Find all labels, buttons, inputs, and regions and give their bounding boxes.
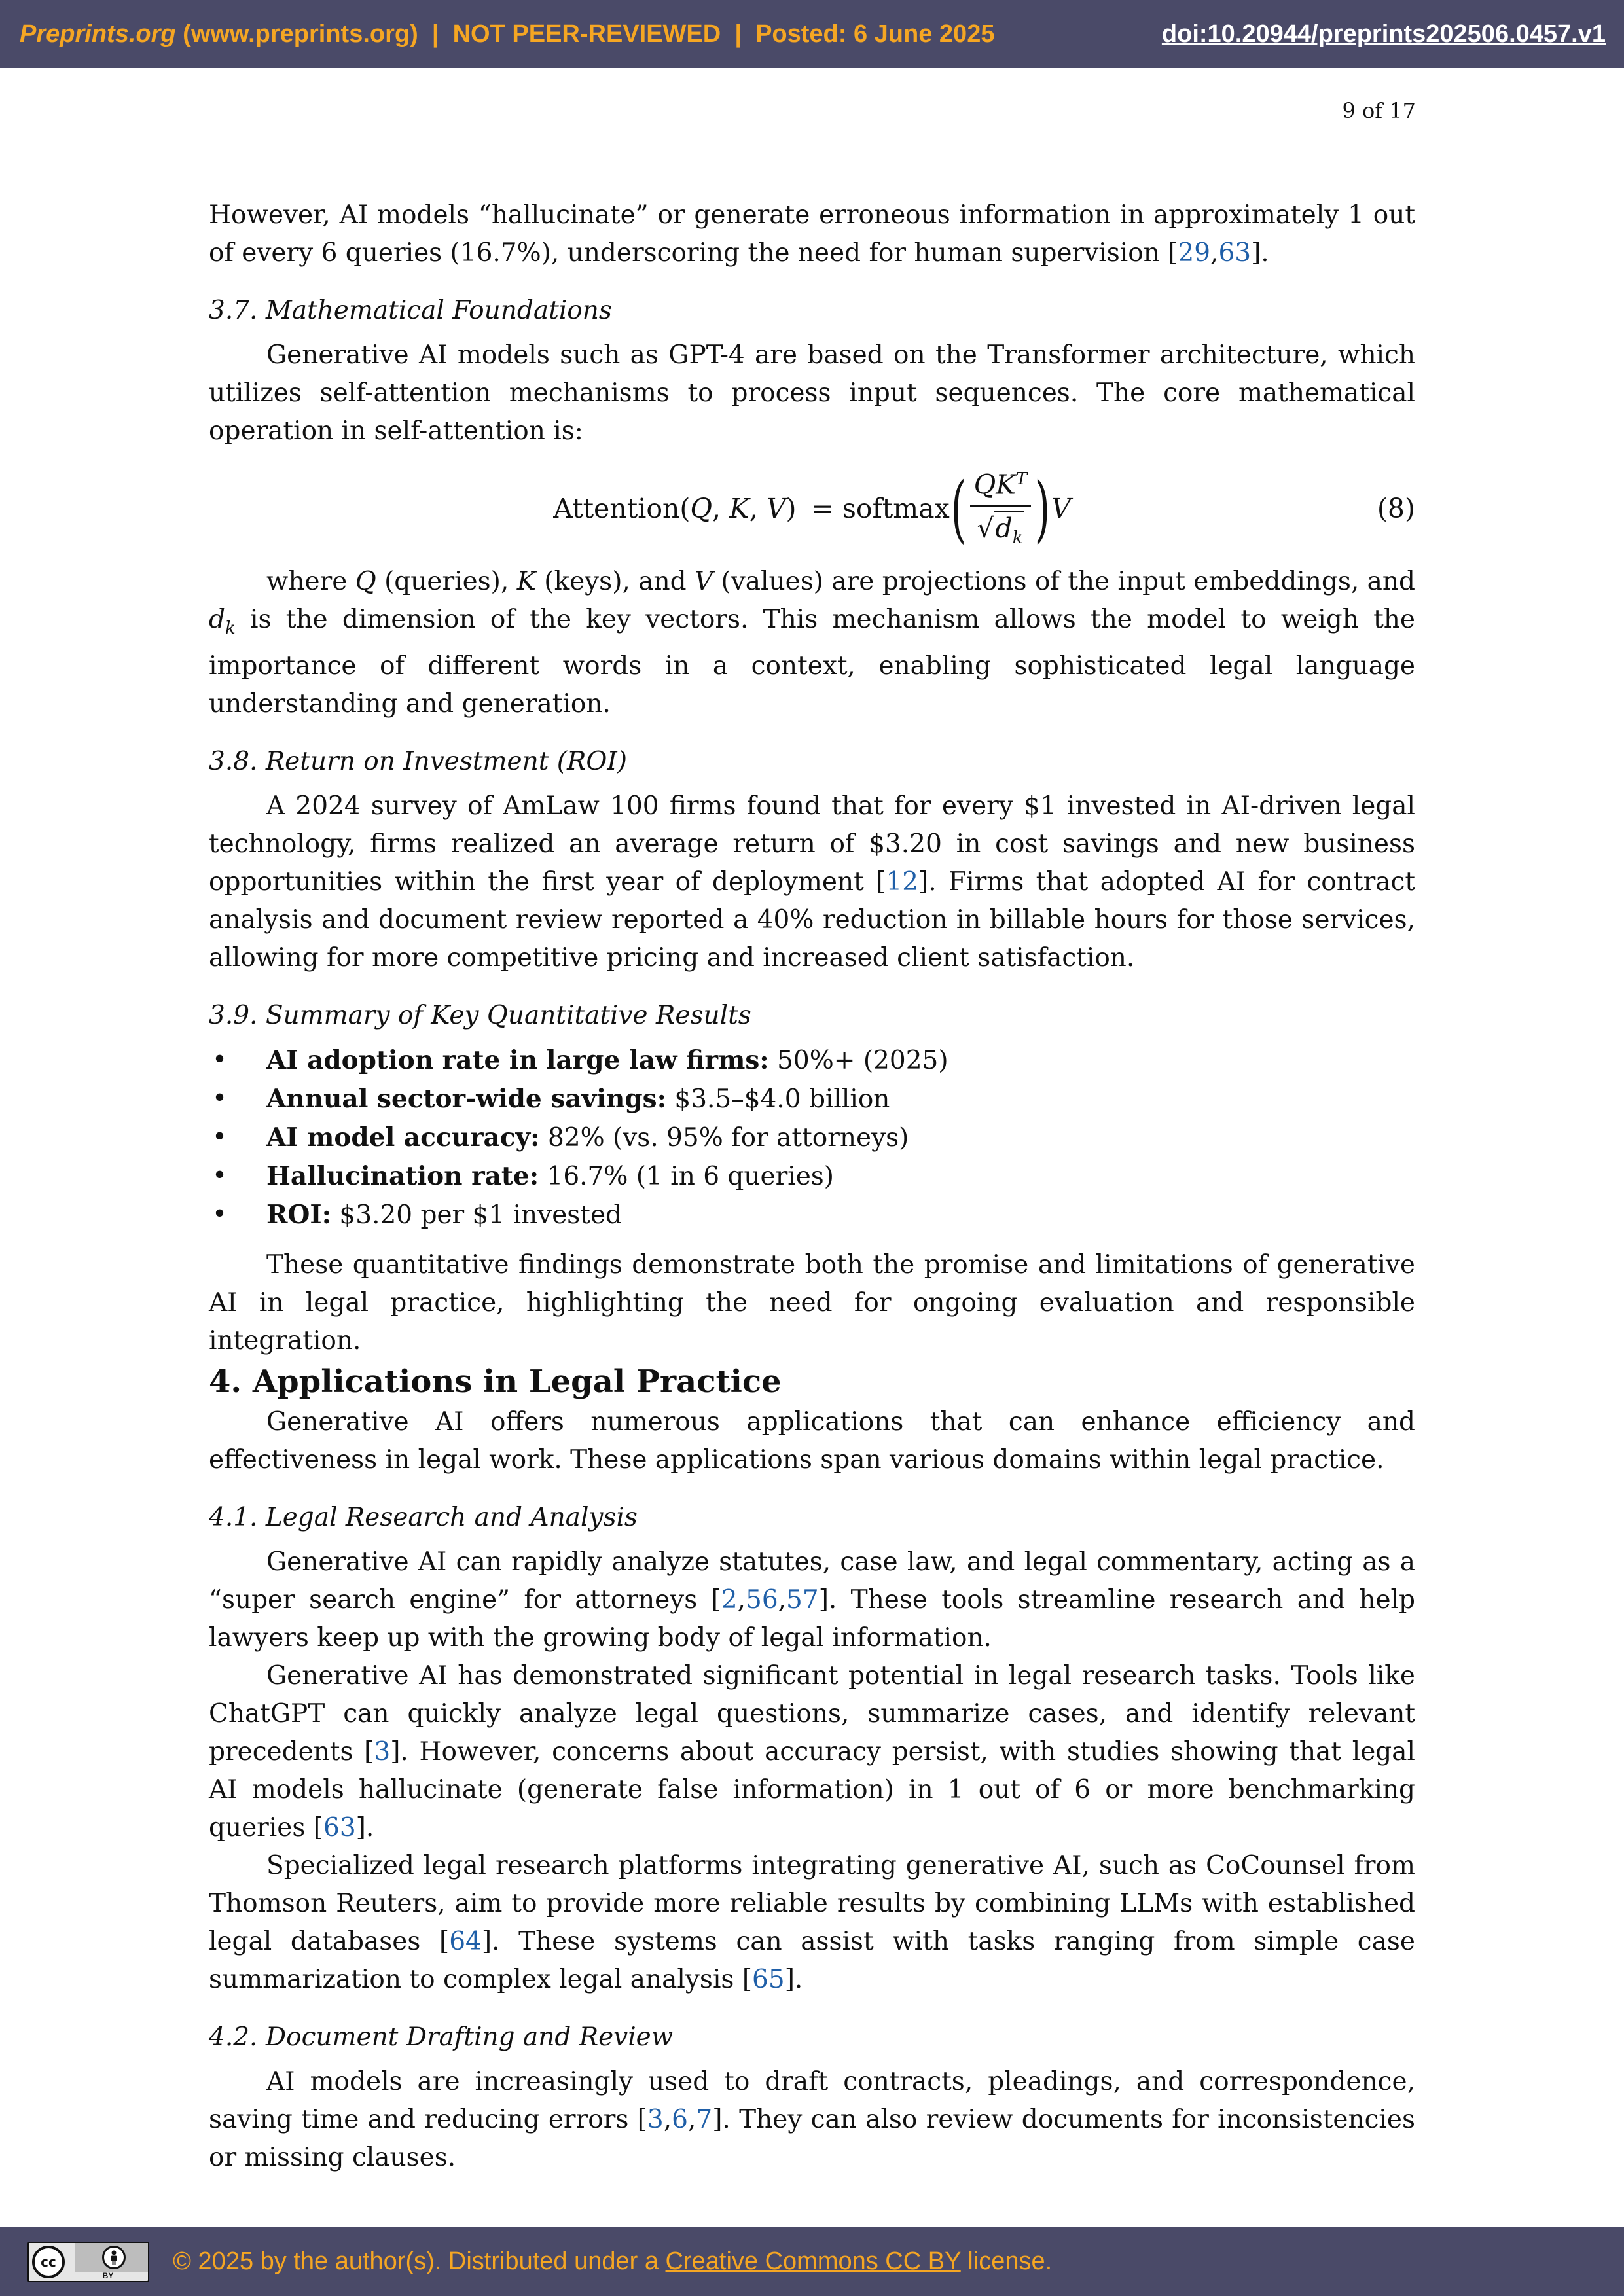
var-v: V: [694, 567, 713, 596]
var-q: Q: [355, 567, 376, 596]
eq-comma: ,: [749, 493, 767, 524]
site-brand-link[interactable]: Preprints.org: [20, 20, 176, 48]
text: license.: [960, 2248, 1053, 2275]
eq-softmax: = softmax: [803, 493, 950, 524]
eq-denominator: [977, 507, 1024, 557]
eq-sub-k: k: [1012, 528, 1023, 548]
citation-link[interactable]: 6: [672, 2104, 688, 2134]
eq-paren: ): [785, 493, 797, 524]
list-item: [209, 1041, 1415, 1080]
citation-link[interactable]: 7: [696, 2104, 713, 2134]
citation-link[interactable]: 63: [323, 1812, 356, 1842]
header-left: [20, 0, 994, 68]
cc-by-badge-icon[interactable]: [27, 2242, 149, 2282]
subsection-heading: 4.1. Legal Research and Analysis: [209, 1502, 638, 1532]
list-item: [209, 1080, 1415, 1119]
eq-numerator: [970, 460, 1032, 507]
page-number: 9 of 17: [1342, 98, 1416, 123]
paragraph: [209, 1657, 1415, 1847]
eq-var-q: Q: [973, 469, 996, 501]
citation-link[interactable]: 29: [1178, 238, 1211, 268]
item-value: 16.7% (1 in 6 queries): [539, 1161, 835, 1191]
citation-link[interactable]: 3: [374, 1736, 391, 1767]
eq-big-left-paren: (: [950, 467, 966, 550]
text: ].: [355, 1812, 374, 1842]
doi-link[interactable]: doi:10.20944/preprints202506.0457.v1: [1161, 20, 1606, 48]
eq-fraction: [970, 460, 1032, 557]
eq-var-q: Q: [690, 493, 713, 524]
text: ].: [1251, 238, 1269, 268]
eq-var-k: K: [729, 493, 749, 524]
list-item: [209, 1196, 1415, 1234]
text: (values) are projections of the input embeddings, and: [713, 567, 1416, 596]
text: ]. However, concerns about accuracy persist, with studies showing that legal AI models hallucinate (generate false information) in 1 out of 6 or more benchmarking queries [: [209, 1736, 1415, 1842]
cc-icon: cc: [32, 2246, 65, 2278]
citation-link[interactable]: 2: [721, 1585, 738, 1615]
attention-equation: [209, 459, 1415, 558]
attribution-person-icon: [102, 2246, 126, 2269]
eq-sqrt: √: [977, 512, 994, 544]
text: ,: [663, 2104, 672, 2134]
eq-comma: ,: [712, 493, 730, 524]
text: ]. These tools streamline research and help lawyers keep up with the growing body of legal information.: [209, 1585, 1415, 1653]
text: Specialized legal research platforms integrating generative AI, such as CoCounsel from Thomson Reuters, aim to provide more reliable results by combining LLMs with established legal databases [: [209, 1850, 1415, 1956]
text: ]. Firms that adopted AI for contract analysis and document review reported a 40% reduction in billable hours for those services, allowing for more competitive pricing and increased client satisfaction.: [209, 867, 1415, 973]
item-label: Hallucination rate:: [266, 1160, 539, 1191]
list-item: [209, 1119, 1415, 1157]
eq-big-right-paren: ): [1034, 467, 1051, 550]
text: (keys), and: [535, 567, 695, 596]
citation-link[interactable]: 63: [1218, 238, 1252, 268]
subsection-heading: 3.9. Summary of Key Quantitative Results: [209, 1000, 751, 1030]
paragraph: [209, 787, 1415, 977]
header-info: (www.preprints.org) | NOT PEER-REVIEWED | Posted: 6 June 2025: [175, 20, 995, 48]
var-d: d: [209, 605, 225, 634]
text: ]. They can also review documents for inconsistencies or missing clauses.: [209, 2104, 1415, 2172]
eq-attention: Attention: [553, 493, 680, 524]
eq-transpose: T: [1015, 469, 1028, 490]
text: Generative AI has demonstrated significant potential in legal research tasks. Tools like ChatGPT can quickly analyze legal questions, summarize cases, and identify relevant precedents [: [209, 1660, 1415, 1767]
item-value: 50%+ (2025): [768, 1045, 948, 1075]
text: A 2024 survey of AmLaw 100 firms found that for every $1 invested in AI-driven legal technology, firms realized an average return of $3.20 in cost savings and new business opportunities within the first year of deployment [: [209, 791, 1415, 897]
text: © 2025 by the author(s). Distributed under a: [173, 2248, 666, 2275]
eq-var-d: d: [995, 512, 1013, 544]
subsection-heading: 3.7. Mathematical Foundations: [209, 296, 612, 325]
subsection-heading: 4.2. Document Drafting and Review: [209, 2022, 674, 2052]
item-label: Annual sector-wide savings:: [266, 1083, 666, 1114]
paragraph: [209, 196, 1415, 272]
citation-link[interactable]: 3: [647, 2104, 664, 2134]
text: ]. These systems can assist with tasks ranging from simple case summarization to complex legal analysis [: [209, 1926, 1415, 1994]
sub-k: k: [225, 618, 236, 638]
paragraph: [209, 563, 1415, 723]
footer-bar: [0, 2227, 1624, 2296]
subsection-heading: 3.8. Return on Investment (ROI): [209, 746, 627, 776]
text: ,: [1210, 238, 1219, 268]
item-label: AI model accuracy:: [266, 1122, 540, 1153]
list-item: [209, 1157, 1415, 1196]
citation-link[interactable]: 57: [786, 1585, 819, 1615]
paragraph: [209, 2063, 1415, 2177]
paragraph: [209, 1847, 1415, 1999]
text: However, AI models “hallucinate” or generate erroneous information in approximately 1 out of every 6 queries (16.7%), underscoring the need for human supervision [: [209, 200, 1415, 268]
equation-body: [209, 459, 1415, 558]
license-notice: [173, 2227, 1052, 2296]
text: ,: [687, 2104, 696, 2134]
citation-link[interactable]: 64: [449, 1926, 482, 1956]
paragraph: Generative AI models such as GPT-4 are based on the Transformer architecture, which utilizes self-attention mechanisms to process input sequences. The core mathematical operation in self-attention is:: [209, 340, 1415, 446]
results-list: [209, 1041, 1415, 1234]
var-k: K: [516, 567, 536, 596]
header-bar: [0, 0, 1624, 68]
eq-var-v: V: [1051, 493, 1071, 524]
citation-link[interactable]: 56: [746, 1585, 778, 1615]
license-link[interactable]: Creative Commons CC BY: [665, 2248, 961, 2275]
text: AI models are increasingly used to draft contracts, pleadings, and correspondence, saving time and reducing errors [: [209, 2066, 1415, 2134]
citation-link[interactable]: 65: [752, 1964, 785, 1994]
by-label: BY: [102, 2271, 114, 2280]
equation-number: (8): [1377, 493, 1415, 524]
eq-var-k: K: [996, 469, 1016, 501]
paragraph: Generative AI offers numerous applications that can enhance efficiency and effectiveness in legal work. These applications span various domains within legal practice.: [209, 1407, 1415, 1475]
text: Generative AI can rapidly analyze statutes, case law, and legal commentary, acting as a “super search engine” for attorneys [: [209, 1547, 1415, 1615]
eq-paren: (: [679, 493, 691, 524]
item-label: AI adoption rate in large law firms:: [266, 1045, 769, 1075]
text: ,: [778, 1585, 787, 1615]
paper-body: [209, 196, 1415, 2177]
section-heading: 4. Applications in Legal Practice: [209, 1363, 782, 1400]
paragraph: [209, 1543, 1415, 1657]
item-value: $3.5–$4.0 billion: [666, 1084, 890, 1114]
text: (queries),: [376, 567, 517, 596]
citation-link[interactable]: 12: [886, 867, 919, 897]
eq-var-v: V: [766, 493, 786, 524]
item-value: $3.20 per $1 invested: [331, 1200, 623, 1230]
text: is the dimension of the key vectors. This mechanism allows the model to weigh the importance of different words in a context, enabling sophisticated legal language understanding and generation.: [209, 605, 1415, 719]
paragraph: These quantitative findings demonstrate both the promise and limitations of generative AI in legal practice, highlighting the need for ongoing evaluation and responsible integration.: [209, 1249, 1415, 1355]
text: ,: [737, 1585, 746, 1615]
text: ].: [784, 1964, 803, 1994]
text: where: [266, 567, 355, 596]
item-value: 82% (vs. 95% for attorneys): [539, 1122, 909, 1153]
item-label: ROI:: [266, 1199, 332, 1230]
